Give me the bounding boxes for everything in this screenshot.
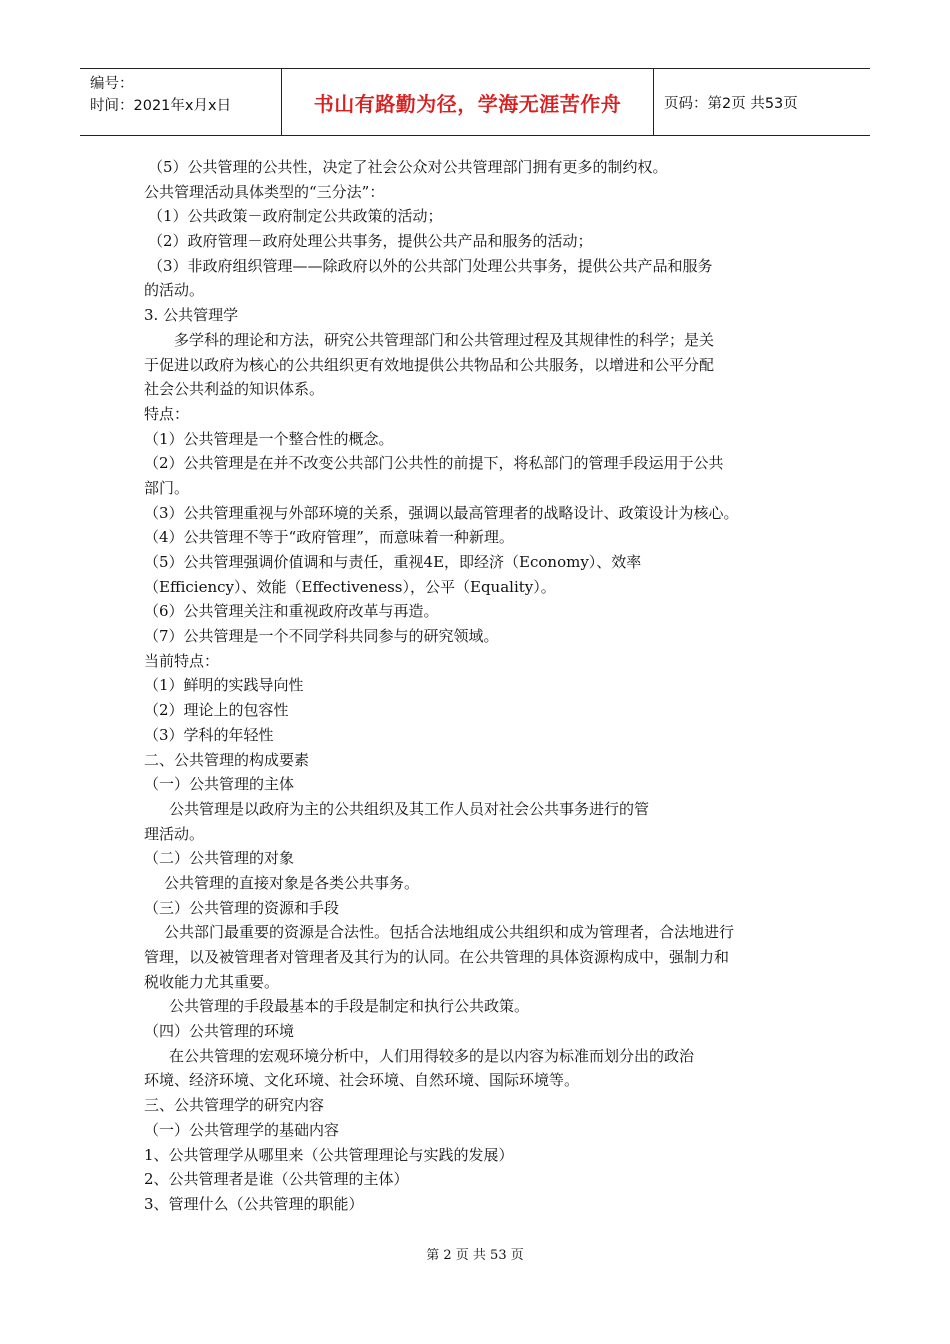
text-line: 特点： (144, 404, 190, 423)
text-line: 在公共管理的宏观环境分析中，人们用得较多的是以内容为标准而划分出的政治 (169, 1046, 695, 1065)
text-line: （1）鲜明的实践导向性 (144, 676, 304, 695)
text-line: 公共管理的直接对象是各类公共事务。 (164, 873, 420, 892)
text-line: 的活动。 (144, 281, 205, 300)
text-line: 于促进以政府为核心的公共组织更有效地提供公共物品和公共服务，以增进和公平分配 (144, 355, 715, 374)
header-page-info (654, 69, 870, 135)
text-line: 3、管理什么（公共管理的职能） (144, 1194, 364, 1213)
text-line: 理活动。 (144, 824, 205, 843)
text-line: 1、公共管理学从哪里来（公共管理理论与实践的发展） (144, 1145, 514, 1164)
text-line: （二）公共管理的对象 (144, 849, 295, 868)
header-motto-cell (282, 69, 654, 135)
text-line: （一）公共管理学的基础内容 (144, 1120, 340, 1139)
text-line: （5）公共管理的公共性，决定了社会公众对公共管理部门拥有更多的制约权。 (148, 158, 668, 176)
text-line: 税收能力尤其重要。 (144, 972, 280, 991)
text-line: （5）公共管理强调价值调和与责任，重视4E，即经济（Economy）、效率 (144, 553, 642, 571)
text-line: 二、公共管理的构成要素 (144, 750, 310, 769)
document-body (144, 155, 824, 1217)
page-header (80, 68, 870, 136)
header-meta (80, 69, 282, 135)
text-line: （4）公共管理不等于“政府管理”，而意味着一种新理。 (144, 528, 514, 547)
text-line: （2）政府管理－政府处理公共事务，提供公共产品和服务的活动； (148, 232, 593, 251)
text-line: （四）公共管理的环境 (144, 1022, 295, 1041)
time-label: 时间：2021年x月x日 (90, 98, 232, 114)
text-line: （三）公共管理的资源和手段 (144, 898, 340, 917)
text-line: （2）理论上的包容性 (144, 701, 289, 720)
text-line: （7）公共管理是一个不同学科共同参与的研究领域。 (144, 627, 499, 646)
text-line: 公共管理的手段最基本的手段是制定和执行公共政策。 (169, 997, 530, 1016)
text-line: 社会公共利益的知识体系。 (144, 380, 325, 399)
text-line: 公共部门最重要的资源是合法性。包括合法地组成公共组织和成为管理者，合法地进行 (164, 923, 735, 942)
page-footer (0, 1244, 950, 1263)
text-line: 多学科的理论和方法，研究公共管理部门和公共管理过程及其规律性的科学；是关 (174, 330, 715, 349)
text-line: 2、公共管理者是谁（公共管理的主体） (144, 1170, 409, 1189)
text-line: （3）公共管理重视与外部环境的关系，强调以最高管理者的战略设计、政策设计为核心。 (144, 503, 739, 522)
text-line: 公共管理活动具体类型的“三分法”： (144, 182, 385, 201)
text-line: （3）学科的年轻性 (144, 725, 274, 744)
text-line: 三、公共管理学的研究内容 (144, 1096, 325, 1115)
number-label: 编号： (90, 76, 134, 92)
text-line: （1）公共政策－政府制定公共政策的活动； (148, 207, 443, 226)
footer-page-number: 第 2 页 共 53 页 (426, 1248, 524, 1263)
motto: 书山有路勤为径，学海无涯苦作舟 (313, 91, 622, 116)
text-line: 管理，以及被管理者对管理者及其行为的认同。在公共管理的具体资源构成中，强制力和 (144, 948, 730, 966)
text-line: 环境、经济环境、文化环境、社会环境、自然环境、国际环境等。 (144, 1071, 580, 1090)
text-line: 部门。 (144, 478, 190, 497)
text-line: （6）公共管理关注和重视政府改革与再造。 (144, 602, 439, 621)
text-line: 当前特点： (144, 651, 220, 670)
text-line: （一）公共管理的主体 (144, 775, 295, 794)
text-line: （2）公共管理是在并不改变公共部门公共性的前提下，将私部门的管理手段运用于公共 (144, 454, 724, 473)
text-line: 3. 公共管理学 (144, 306, 239, 325)
text-line: （3）非政府组织管理——除政府以外的公共部门处理公共事务，提供公共产品和服务 (148, 256, 713, 275)
text-line: （1）公共管理是一个整合性的概念。 (144, 429, 394, 448)
page-info: 页码：第2页 共53页 (664, 95, 798, 112)
text-line: 公共管理是以政府为主的公共组织及其工作人员对社会公共事务进行的管 (169, 799, 650, 818)
text-line: （Efficiency）、效能（Effectiveness），公平（Equality）。 (144, 577, 556, 596)
